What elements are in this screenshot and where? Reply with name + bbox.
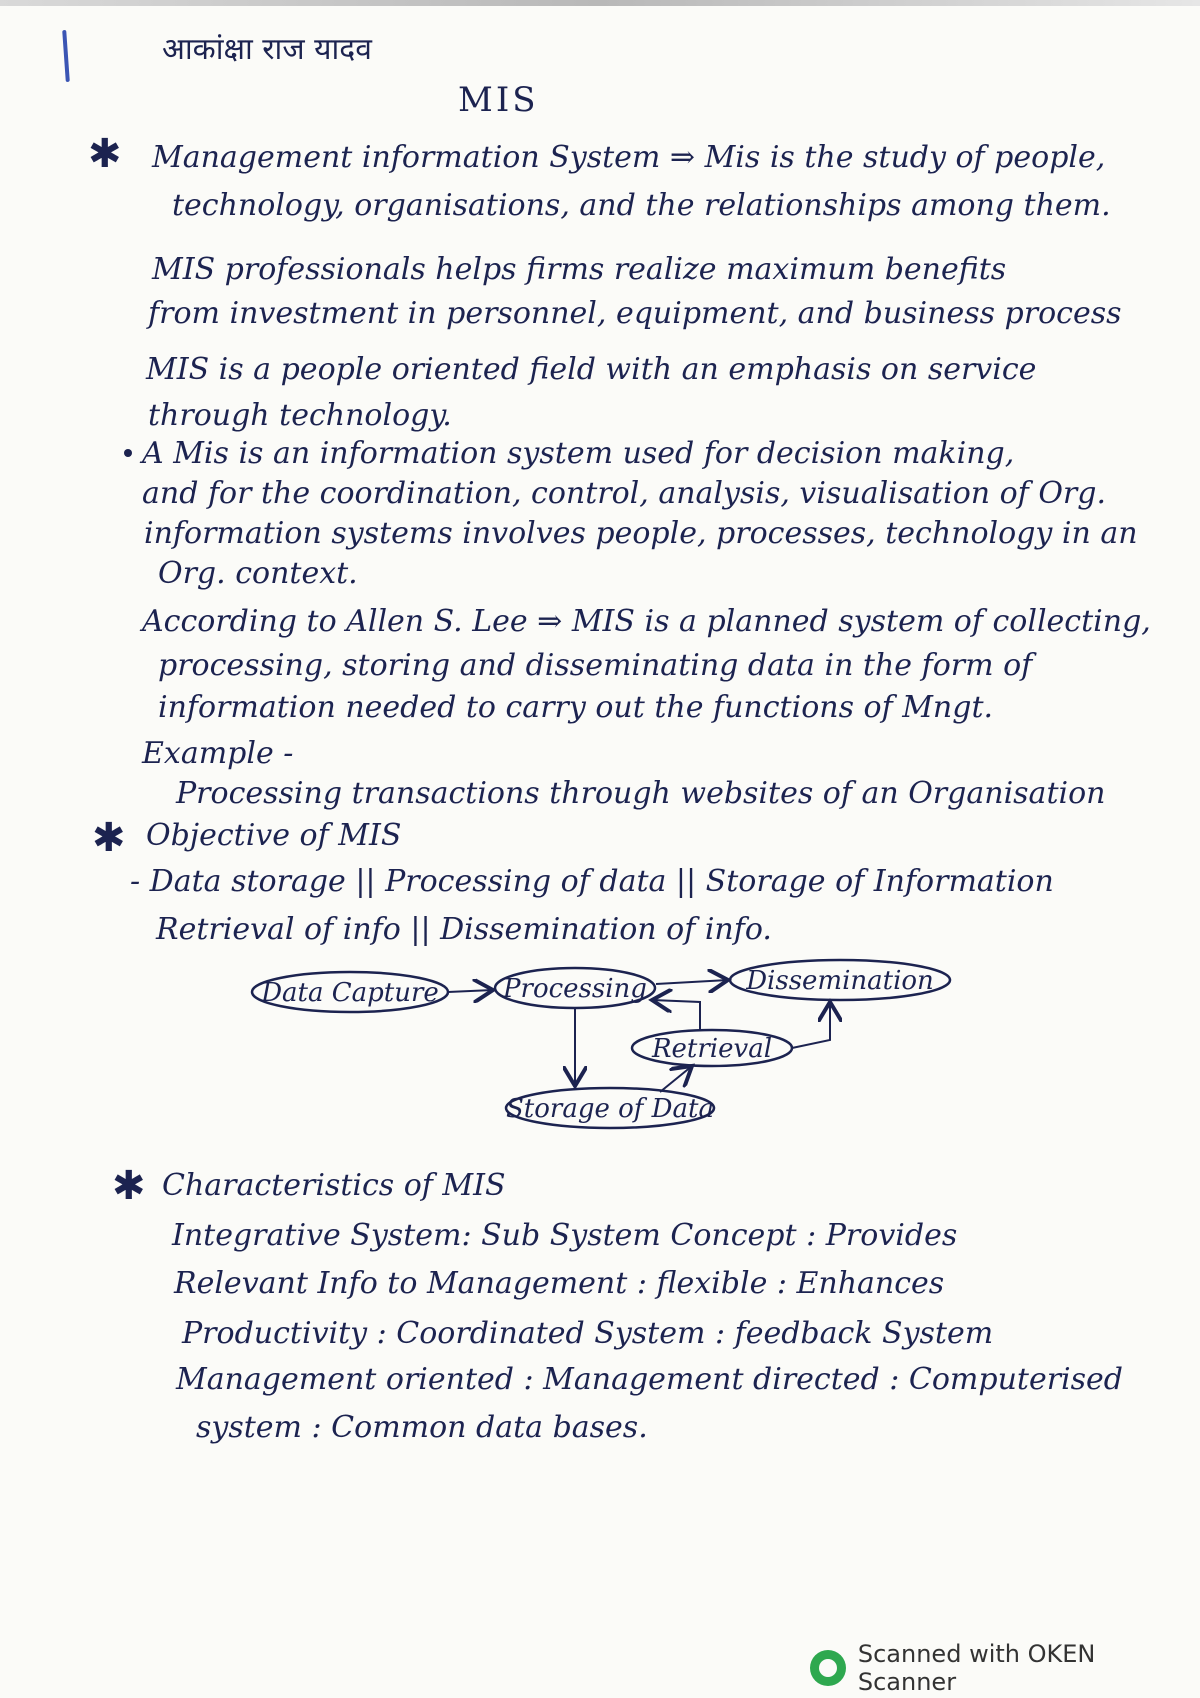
allen-line: According to Allen S. Lee ⇒ MIS is a planned system of collecting, — [142, 604, 1151, 639]
objective-line: Retrieval of info || Dissemination of info. — [156, 912, 772, 947]
characteristics-heading: Characteristics of MIS — [162, 1168, 506, 1203]
edge-capture-processing — [448, 990, 493, 992]
edge-retrieval-dissemination — [792, 1002, 830, 1048]
bullet-line: A Mis is an information system used for decision making, — [142, 436, 1015, 471]
definition-line: through technology. — [148, 398, 452, 433]
author-name: आकांक्षा राज यादव — [162, 32, 372, 67]
node-dissemination — [730, 960, 950, 1000]
node-label: Storage of Data — [506, 1094, 714, 1124]
node-label: Processing — [503, 974, 647, 1004]
definition-line: from investment in personnel, equipment, and business process — [148, 296, 1122, 331]
characteristics-line: Management oriented : Management directed : Computerised — [176, 1362, 1124, 1397]
scanner-text: Scanned with OKEN Scanner — [857, 1640, 1096, 1696]
definition-line: technology, organisations, and the relationships among them. — [172, 188, 1111, 223]
node-label: Dissemination — [746, 966, 934, 996]
allen-line: processing, storing and disseminating data in the form of — [158, 648, 1033, 683]
node-label: Retrieval — [651, 1034, 773, 1064]
characteristics-line: Integrative System: Sub System Concept : Provides — [172, 1218, 958, 1253]
edge-retrieval-processing — [652, 1000, 700, 1030]
page-title: MIS — [458, 80, 539, 120]
characteristics-line: Productivity : Coordinated System : feedback System — [182, 1316, 994, 1351]
edge-processing-dissemination — [656, 980, 728, 984]
node-processing — [495, 968, 655, 1008]
allen-line: information needed to carry out the functions of Mngt. — [158, 690, 994, 725]
characteristics-line: system : Common data bases. — [196, 1410, 648, 1445]
definition-line: MIS is a people oriented field with an emphasis on service — [146, 352, 1037, 387]
example-label: Example - — [142, 736, 294, 771]
node-label: Data Capture — [261, 978, 439, 1008]
node-data-capture — [252, 972, 448, 1012]
bullet-line: Org. context. — [158, 556, 358, 591]
objective-line: - Data storage || Processing of data || Storage of Information — [130, 864, 1054, 899]
bullet-line: information systems involves people, processes, technology in an — [144, 516, 1138, 551]
definition-line: MIS professionals helps firms realize maximum benefits — [152, 252, 1007, 287]
edge-storage-retrieval — [660, 1066, 692, 1092]
asterisk-icon: ✱ — [92, 815, 126, 861]
example-text: Processing transactions through websites of an Organisation — [176, 776, 1106, 811]
bullet-line: and for the coordination, control, analysis, visualisation of Org. — [142, 476, 1106, 511]
node-storage — [506, 1088, 714, 1128]
definition-line: Management information System ⇒ Mis is the study of people, — [152, 140, 1106, 175]
characteristics-line: Relevant Info to Management : flexible : Enhances — [174, 1266, 945, 1301]
node-retrieval — [632, 1030, 792, 1066]
objective-heading: Objective of MIS — [146, 818, 402, 853]
asterisk-icon: ✱ — [88, 131, 122, 177]
asterisk-icon: ✱ — [112, 1163, 146, 1209]
scanner-watermark — [810, 1640, 1200, 1696]
scanner-logo-icon — [810, 1650, 846, 1686]
